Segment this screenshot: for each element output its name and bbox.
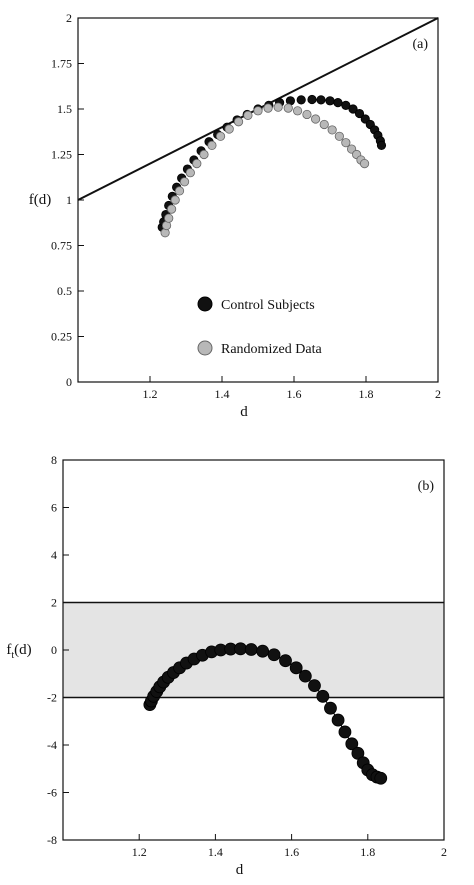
y-axis-label-subscript: t	[11, 650, 15, 661]
randomized-data-point	[186, 169, 194, 177]
y-tick-label: 6	[51, 500, 57, 515]
x-tick-label: 1.8	[360, 845, 376, 859]
control-subjects-point	[334, 98, 342, 106]
randomized-data-point	[335, 132, 343, 140]
randomized-data-point	[244, 111, 252, 119]
randomized-data-point	[167, 205, 175, 213]
y-tick-label: -8	[47, 833, 57, 847]
control-subjects-point	[297, 96, 305, 104]
control-subjects-point	[377, 141, 385, 149]
data-point	[268, 649, 280, 661]
y-tick-label: 0.75	[51, 238, 72, 253]
y-tick-label: 1.5	[57, 102, 72, 116]
y-axis-label	[6, 642, 31, 661]
data-point	[299, 670, 311, 682]
randomized-data-point	[284, 104, 292, 112]
randomized-data-point	[216, 132, 224, 140]
x-tick-label: 1.8	[358, 387, 374, 401]
x-tick-label: 1.2	[142, 387, 158, 401]
randomized-data-point	[320, 120, 328, 128]
randomized-data-point	[225, 125, 233, 133]
data-point	[339, 726, 351, 738]
data-point	[257, 645, 269, 657]
y-axis-label: f(d)	[28, 192, 52, 208]
y-tick-label: -2	[47, 690, 57, 705]
y-tick-label: 4	[51, 548, 57, 562]
legend-label: Control Subjects	[221, 298, 315, 313]
randomized-data-point	[193, 159, 201, 167]
y-axis-label-suffix: (d)	[14, 642, 32, 658]
randomized-data-point	[234, 118, 242, 126]
y-tick-label: -4	[47, 738, 57, 752]
x-axis-label: d	[235, 862, 244, 878]
randomized-data-point	[165, 214, 173, 222]
control-subjects-point	[317, 96, 325, 104]
y-tick-label: 2	[51, 595, 57, 610]
x-tick-label: 1.6	[284, 845, 300, 859]
randomized-data-point	[303, 110, 311, 118]
panel-label: (a)	[412, 37, 428, 52]
data-point	[375, 772, 387, 784]
data-point	[290, 662, 302, 674]
x-tick-label: 2	[441, 845, 447, 859]
y-axis-label-main: f	[6, 642, 12, 658]
x-tick-label: 1.4	[207, 845, 223, 859]
panel-a-chart	[29, 11, 441, 420]
x-tick-label: 2	[435, 387, 441, 401]
randomized-data-point	[180, 178, 188, 186]
y-tick-label: 2	[66, 11, 72, 25]
plot-frame	[78, 18, 438, 382]
y-tick-label: 0	[51, 643, 57, 657]
randomized-data-point	[254, 107, 262, 115]
y-tick-label: 0.5	[57, 284, 72, 298]
legend-marker	[198, 341, 212, 355]
y-tick-label: 0	[66, 375, 72, 389]
panel-label: (b)	[417, 479, 434, 494]
x-tick-label: 1.4	[214, 387, 230, 401]
randomized-data-point	[293, 107, 301, 115]
data-point	[324, 702, 336, 714]
randomized-data-point	[208, 141, 216, 149]
y-tick-label: 8	[51, 453, 57, 467]
control-subjects-point	[308, 95, 316, 103]
control-subjects-point	[326, 97, 334, 105]
randomized-data-point	[171, 196, 179, 204]
x-tick-label: 1.6	[286, 387, 302, 401]
legend-marker	[198, 297, 212, 311]
randomized-data-point	[175, 187, 183, 195]
data-point	[332, 714, 344, 726]
y-tick-label: 1.25	[51, 147, 72, 162]
randomized-data-point	[328, 126, 336, 134]
y-tick-label: 1.75	[51, 56, 72, 71]
randomized-data-point	[264, 104, 272, 112]
y-tick-label: 1	[66, 193, 72, 207]
y-tick-label: -6	[47, 785, 57, 800]
x-axis-label: d	[240, 404, 248, 420]
panel-b-chart	[6, 453, 447, 878]
data-point	[280, 655, 292, 667]
x-tick-label: 1.2	[131, 845, 147, 859]
data-point	[308, 680, 320, 692]
y-tick-label: 0.25	[51, 329, 72, 344]
data-point	[317, 690, 329, 702]
randomized-data-point	[200, 150, 208, 158]
data-point	[245, 644, 257, 656]
randomized-data-point	[360, 159, 368, 167]
legend-label: Randomized Data	[221, 342, 322, 357]
randomized-data-point	[274, 103, 282, 111]
data-point	[235, 643, 247, 655]
randomized-data-point	[311, 115, 319, 123]
